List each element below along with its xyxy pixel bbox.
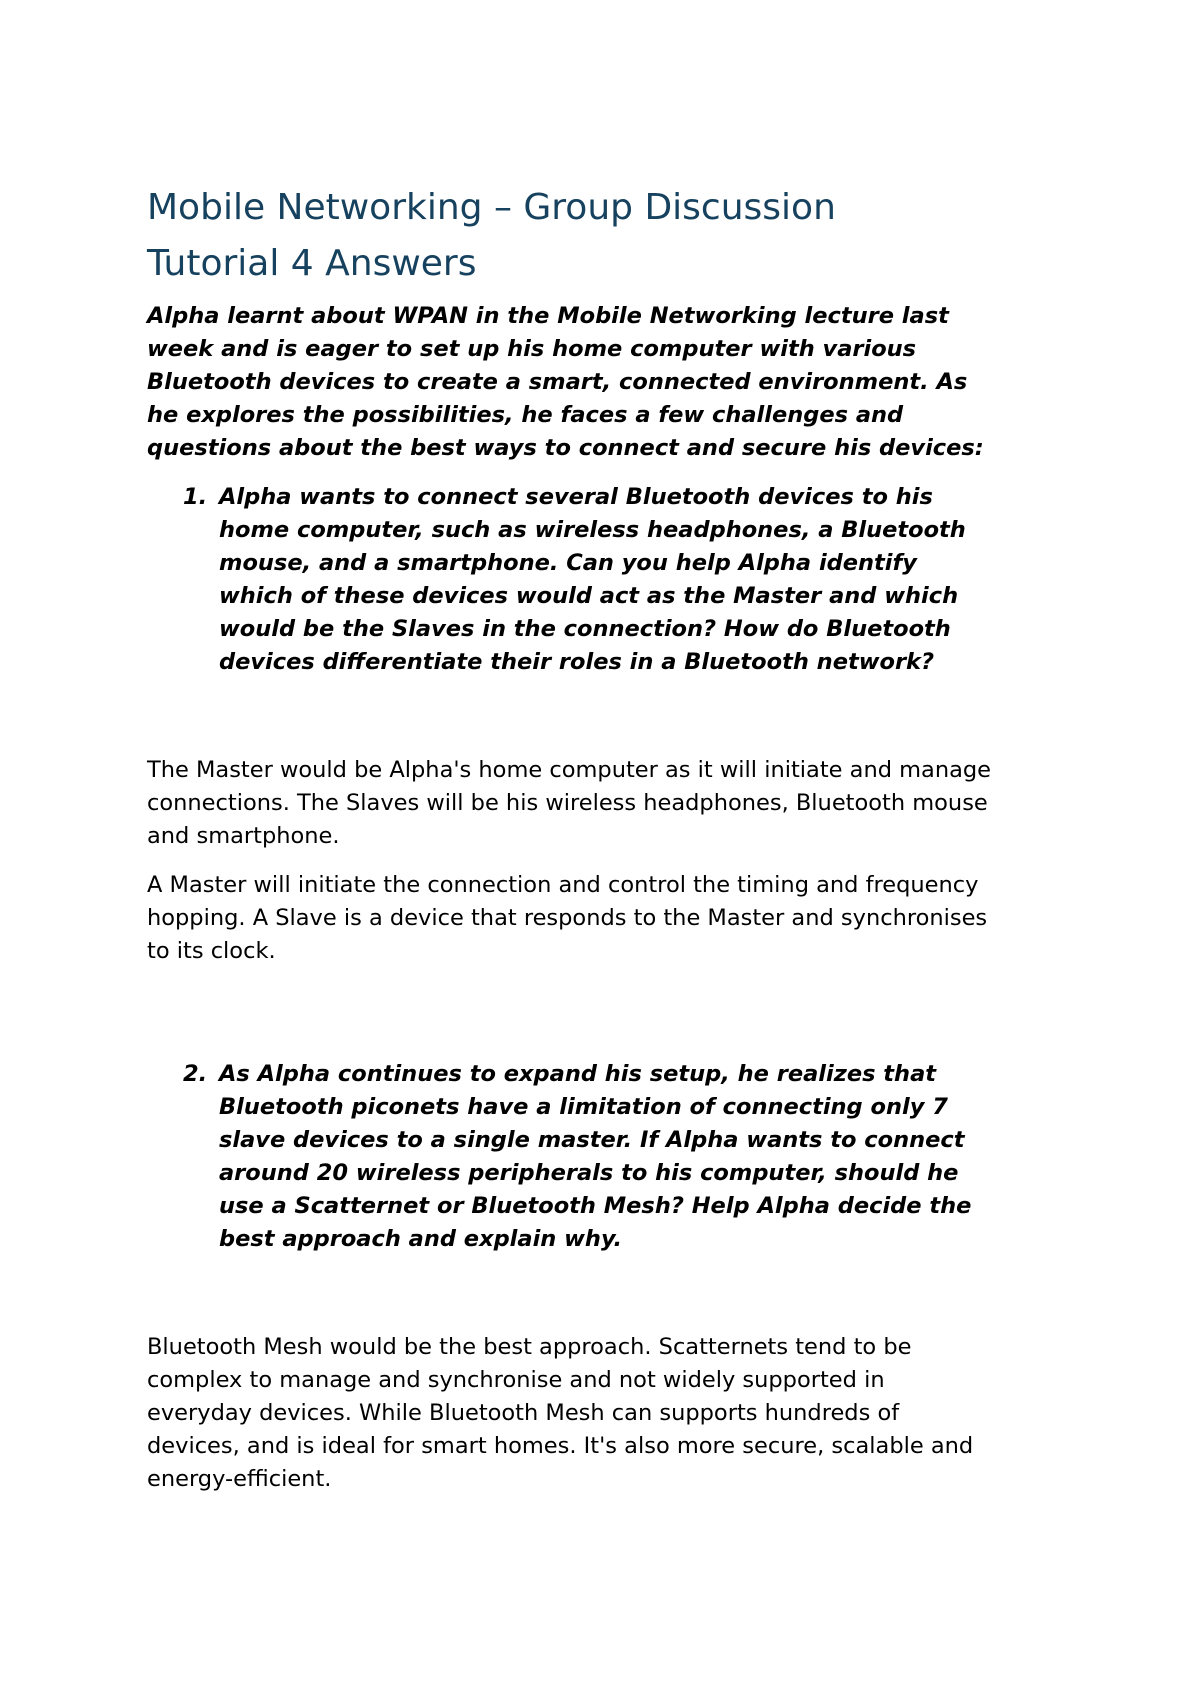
intro-line: he explores the possibilities, he faces a few challenges and: [147, 402, 904, 428]
question-line: use a Scatternet or Bluetooth Mesh? Help Alpha decide the: [219, 1193, 972, 1219]
question-line: would be the Slaves in the connection? How do Bluetooth: [219, 616, 951, 642]
answer-line: devices, and is ideal for smart homes. It's also more secure, scalable and: [147, 1433, 974, 1459]
answer-line: Bluetooth Mesh would be the best approach. Scatternets tend to be: [147, 1334, 912, 1360]
question-2: [147, 1058, 1077, 1256]
question-line: home computer, such as wireless headphones, a Bluetooth: [219, 517, 966, 543]
intro-line: questions about the best ways to connect and secure his devices:: [147, 435, 984, 461]
answer-2-paragraph: [147, 1331, 1077, 1496]
intro-paragraph: [147, 300, 1077, 465]
question-line: Bluetooth piconets have a limitation of connecting only 7: [219, 1094, 948, 1120]
title-line: Tutorial 4 Answers: [147, 243, 477, 284]
document-title: [147, 180, 1077, 292]
question-line: As Alpha continues to expand his setup, he realizes that: [219, 1061, 937, 1087]
intro-line: week and is eager to set up his home computer with various: [147, 336, 917, 362]
answer-1-paragraph-1: [147, 754, 1077, 853]
question-number: 1.: [183, 484, 208, 510]
answer-line: to its clock.: [147, 938, 276, 964]
question-number: 2.: [183, 1061, 208, 1087]
answer-line: and smartphone.: [147, 823, 340, 849]
answer-line: hopping. A Slave is a device that responds to the Master and synchronises: [147, 905, 988, 931]
intro-line: Alpha learnt about WPAN in the Mobile Networking lecture last: [147, 303, 949, 329]
question-line: slave devices to a single master. If Alpha wants to connect: [219, 1127, 965, 1153]
question-line: which of these devices would act as the Master and which: [219, 583, 959, 609]
answer-line: connections. The Slaves will be his wireless headphones, Bluetooth mouse: [147, 790, 988, 816]
document-page: [147, 180, 1077, 1496]
answer-line: everyday devices. While Bluetooth Mesh can supports hundreds of: [147, 1400, 900, 1426]
question-line: around 20 wireless peripherals to his computer, should he: [219, 1160, 959, 1186]
answer-line: A Master will initiate the connection and control the timing and frequency: [147, 872, 979, 898]
answer-line: energy-efficient.: [147, 1466, 332, 1492]
question-line: mouse, and a smartphone. Can you help Alpha identify: [219, 550, 917, 576]
question-line: devices differentiate their roles in a Bluetooth network?: [219, 649, 935, 675]
question-line: Alpha wants to connect several Bluetooth devices to his: [219, 484, 933, 510]
question-line: best approach and explain why.: [219, 1226, 623, 1252]
question-1: [147, 481, 1077, 679]
answer-line: The Master would be Alpha's home computer as it will initiate and manage: [147, 757, 992, 783]
title-line: Mobile Networking – Group Discussion: [147, 187, 836, 228]
intro-line: Bluetooth devices to create a smart, connected environment. As: [147, 369, 968, 395]
answer-line: complex to manage and synchronise and not widely supported in: [147, 1367, 885, 1393]
answer-1-paragraph-2: [147, 869, 1077, 968]
